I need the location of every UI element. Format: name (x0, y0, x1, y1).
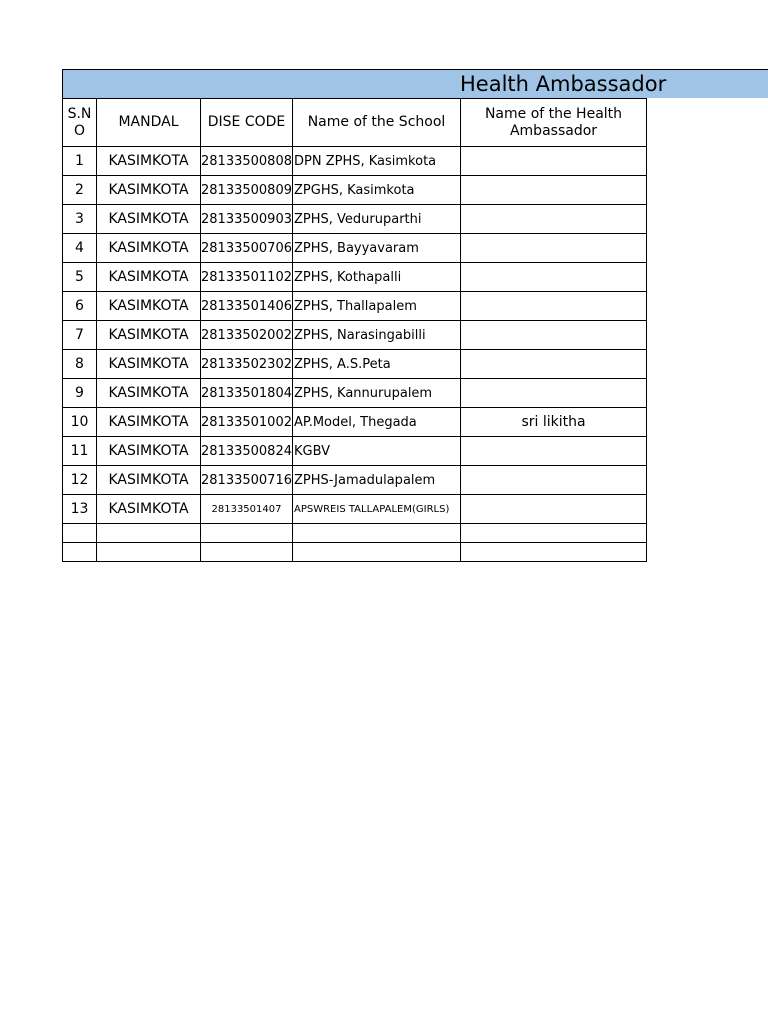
header-dise-code: DISE CODE (201, 99, 293, 147)
page-title: Health Ambassador (460, 72, 667, 96)
school-name-cell: ZPGHS, Kasimkota (293, 176, 461, 205)
sno-cell: 13 (63, 495, 97, 524)
school-name-cell: ZPHS, Thallapalem (293, 292, 461, 321)
sno-cell: 1 (63, 147, 97, 176)
table-row (63, 466, 647, 495)
dise-code-cell: 28133501804 (201, 379, 293, 408)
dise-code-cell: 28133501407 (201, 495, 293, 524)
dise-code-cell: 28133502302 (201, 350, 293, 379)
table-row (63, 437, 647, 466)
mandal-cell: KASIMKOTA (97, 321, 201, 350)
sno-cell: 4 (63, 234, 97, 263)
empty-cell (201, 524, 293, 543)
table-row (63, 495, 647, 524)
mandal-cell: KASIMKOTA (97, 379, 201, 408)
table-row (63, 205, 647, 234)
ambassador-cell (461, 292, 647, 321)
dise-code-cell: 28133500809 (201, 176, 293, 205)
sno-cell: 5 (63, 263, 97, 292)
table-row (63, 408, 647, 437)
empty-cell (293, 524, 461, 543)
table-row (63, 321, 647, 350)
school-name-cell: ZPHS, Kothapalli (293, 263, 461, 292)
mandal-cell: KASIMKOTA (97, 408, 201, 437)
mandal-cell: KASIMKOTA (97, 263, 201, 292)
ambassador-cell (461, 321, 647, 350)
mandal-cell: KASIMKOTA (97, 176, 201, 205)
mandal-cell: KASIMKOTA (97, 350, 201, 379)
school-name-cell: ZPHS, Veduruparthi (293, 205, 461, 234)
school-name-cell: AP.Model, Thegada (293, 408, 461, 437)
school-name-cell: ZPHS, Narasingabilli (293, 321, 461, 350)
empty-cell (97, 524, 201, 543)
empty-cell (293, 543, 461, 562)
table-row (63, 147, 647, 176)
table-row (63, 292, 647, 321)
mandal-cell: KASIMKOTA (97, 147, 201, 176)
dise-code-cell: 28133500808 (201, 147, 293, 176)
school-name-cell: DPN ZPHS, Kasimkota (293, 147, 461, 176)
empty-cell (63, 524, 97, 543)
mandal-cell: KASIMKOTA (97, 234, 201, 263)
school-name-cell: ZPHS, Bayyavaram (293, 234, 461, 263)
dise-code-cell: 28133501002 (201, 408, 293, 437)
sno-cell: 2 (63, 176, 97, 205)
ambassador-cell (461, 147, 647, 176)
table-row (63, 263, 647, 292)
dise-code-cell: 28133501406 (201, 292, 293, 321)
header-row (63, 99, 647, 147)
sno-cell: 9 (63, 379, 97, 408)
sno-cell: 3 (63, 205, 97, 234)
empty-row (63, 524, 647, 543)
table-row (63, 379, 647, 408)
dise-code-cell: 28133500903 (201, 205, 293, 234)
ambassador-cell (461, 263, 647, 292)
mandal-cell: KASIMKOTA (97, 205, 201, 234)
sno-cell: 12 (63, 466, 97, 495)
header-ambassador-name: Name of the Health Ambassador (461, 99, 647, 147)
ambassador-cell: sri likitha (461, 408, 647, 437)
ambassador-cell (461, 176, 647, 205)
empty-cell (461, 524, 647, 543)
empty-cell (63, 543, 97, 562)
title-bar (62, 69, 768, 98)
health-ambassador-table (62, 98, 647, 562)
school-name-cell: KGBV (293, 437, 461, 466)
empty-cell (461, 543, 647, 562)
ambassador-cell (461, 495, 647, 524)
ambassador-cell (461, 234, 647, 263)
header-school-name: Name of the School (293, 99, 461, 147)
dise-code-cell: 28133502002 (201, 321, 293, 350)
sno-cell: 8 (63, 350, 97, 379)
dise-code-cell: 28133500824 (201, 437, 293, 466)
dise-code-cell: 28133500716 (201, 466, 293, 495)
ambassador-cell (461, 379, 647, 408)
mandal-cell: KASIMKOTA (97, 437, 201, 466)
school-name-cell: APSWREIS TALLAPALEM(GIRLS) (293, 495, 461, 524)
school-name-cell: ZPHS-Jamadulapalem (293, 466, 461, 495)
table-row (63, 176, 647, 205)
sno-cell: 11 (63, 437, 97, 466)
dise-code-cell: 28133500706 (201, 234, 293, 263)
school-name-cell: ZPHS, A.S.Peta (293, 350, 461, 379)
ambassador-cell (461, 350, 647, 379)
mandal-cell: KASIMKOTA (97, 292, 201, 321)
header-sno: S.N O (63, 99, 97, 147)
mandal-cell: KASIMKOTA (97, 495, 201, 524)
table-row (63, 350, 647, 379)
empty-cell (97, 543, 201, 562)
ambassador-cell (461, 437, 647, 466)
table-row (63, 234, 647, 263)
mandal-cell: KASIMKOTA (97, 466, 201, 495)
ambassador-cell (461, 205, 647, 234)
sno-cell: 7 (63, 321, 97, 350)
ambassador-cell (461, 466, 647, 495)
empty-cell (201, 543, 293, 562)
school-name-cell: ZPHS, Kannurupalem (293, 379, 461, 408)
sno-cell: 10 (63, 408, 97, 437)
empty-row (63, 543, 647, 562)
header-mandal: MANDAL (97, 99, 201, 147)
sno-cell: 6 (63, 292, 97, 321)
dise-code-cell: 28133501102 (201, 263, 293, 292)
